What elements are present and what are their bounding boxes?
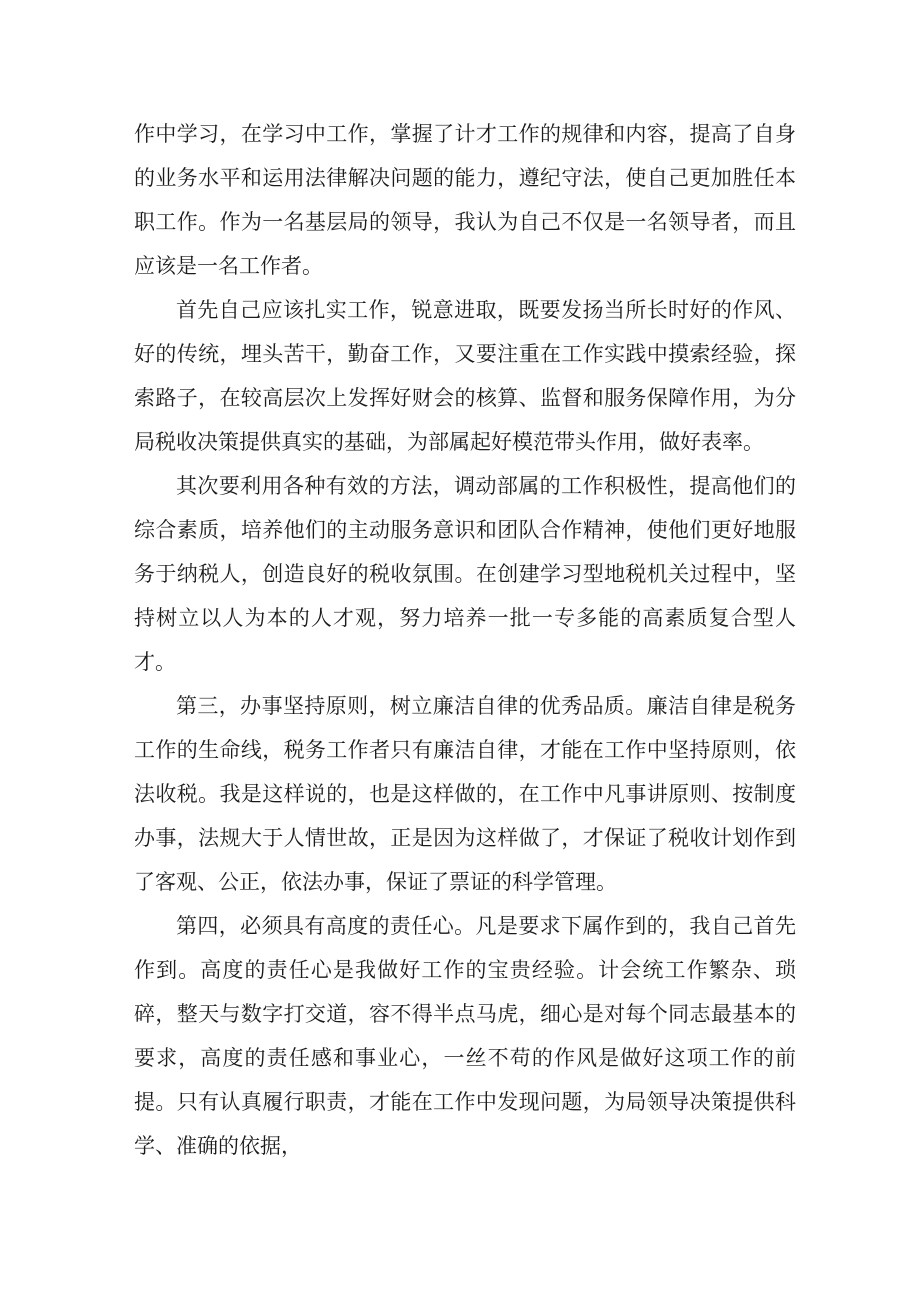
paragraph-4: 第三，办事坚持原则，树立廉洁自律的优秀品质。廉洁自律是税务工作的生命线，税务工作者只有廉洁自律，才能在工作中坚持原则，依法收税。我是这样说的，也是这样做的，在工作中凡事讲原则、按制度办事，法规大于人情世故，正是因为这样做了，才保证了税收计划作到了客观、公正，依法办事，保证了票证的科学管理。 [134,694,796,894]
paragraph-3: 其次要利用各种有效的方法，调动部属的工作积极性，提高他们的综合素质，培养他们的主动服务意识和团队合作精神，使他们更好地服务于纳税人，创造良好的税收氛围。在创建学习型地税机关过程中，坚持树立以人为本的人才观，努力培养一批一专多能的高素质复合型人才。 [134,474,796,674]
paragraph-5: 第四，必须具有高度的责任心。凡是要求下属作到的，我自己首先作到。高度的责任心是我做好工作的宝贵经验。计会统工作繁杂、琐碎，整天与数字打交道，容不得半点马虎，细心是对每个同志最基本的要求，高度的责任感和事业心，一丝不苟的作风是做好这项工作的前提。只有认真履行职责，才能在工作中发现问题，为局领导决策提供科学、准确的依据， [134,914,796,1158]
paragraph-1: 作中学习，在学习中工作，掌握了计才工作的规律和内容，提高了自身的业务水平和运用法律解决问题的能力，遵纪守法，使自己更加胜任本职工作。作为一名基层局的领导，我认为自己不仅是一名领导者，而且应该是一名工作者。 [134,122,796,278]
document-body [134,112,796,1168]
paragraph-2: 首先自己应该扎实工作，锐意进取，既要发扬当所长时好的作风、好的传统，埋头苦干，勤奋工作，又要注重在工作实践中摸索经验，探索路子，在较高层次上发挥好财会的核算、监督和服务保障作用，为分局税收决策提供真实的基础，为部属起好模范带头作用，做好表率。 [134,298,796,454]
